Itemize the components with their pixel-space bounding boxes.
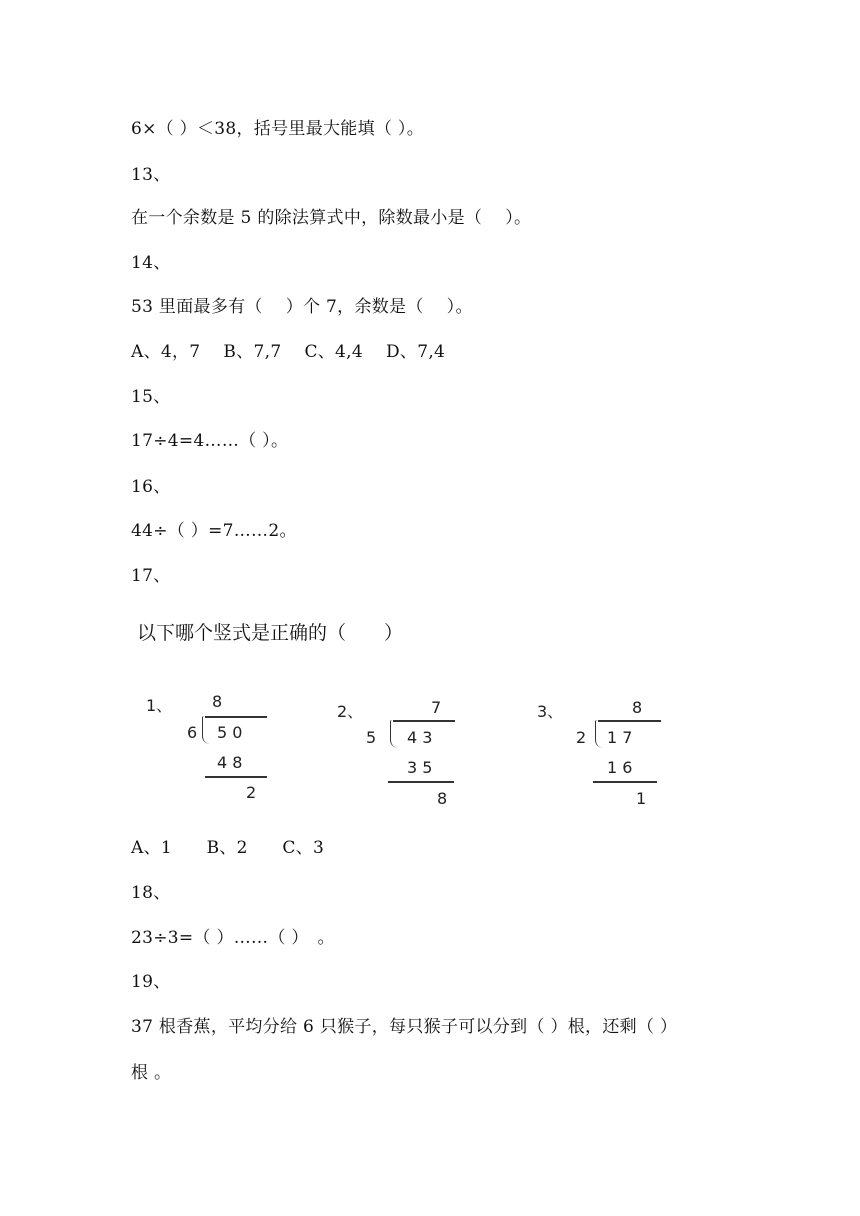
question-19-text: 37 根香蕉，平均分给 6 只猴子，每只猴子可以分到（ ）根，还剩（ ） bbox=[131, 1017, 678, 1037]
item-3-quotient: 8 bbox=[632, 698, 643, 717]
item-3-dividend: 1 7 bbox=[607, 728, 633, 747]
item-1-divisor: 6 bbox=[187, 723, 198, 742]
question-17-options: A、1 B、2 C、3 bbox=[131, 838, 325, 858]
question-14-options: A、4，7 B、7,7 C、4,4 D、7,4 bbox=[131, 342, 446, 362]
question-18-number: 18、 bbox=[131, 883, 171, 903]
item-1-remainder: 2 bbox=[246, 783, 257, 802]
question-13-number: 13、 bbox=[131, 165, 171, 185]
item-3-remainder: 1 bbox=[636, 789, 647, 808]
item-3-product: 1 6 bbox=[607, 758, 633, 777]
question-14-number: 14、 bbox=[131, 253, 171, 273]
item-3-subtraction-bar bbox=[593, 781, 657, 783]
item-3-division-bar bbox=[598, 720, 661, 722]
question-19-text-continued: 根 。 bbox=[131, 1063, 172, 1083]
item-1-dividend: 5 0 bbox=[217, 723, 243, 742]
item-1-quotient: 8 bbox=[212, 692, 223, 711]
item-2-quotient: 7 bbox=[431, 698, 442, 717]
item-1-subtraction-bar bbox=[205, 776, 267, 778]
item-3-bracket bbox=[595, 720, 604, 748]
item-2-divisor: 5 bbox=[366, 728, 377, 747]
item-1-division-bar bbox=[205, 716, 267, 718]
item-2-division-bar bbox=[393, 720, 455, 722]
item-2-dividend: 4 3 bbox=[407, 728, 433, 747]
item-3-divisor: 2 bbox=[576, 728, 587, 747]
question-15-text: 17÷4=4……（ ）。 bbox=[131, 431, 289, 451]
question-12-text: 6×（ ）＜38，括号里最大能填（ ）。 bbox=[131, 119, 424, 139]
item-2-remainder: 8 bbox=[437, 789, 448, 808]
question-17-number: 17、 bbox=[131, 566, 171, 586]
question-15-number: 15、 bbox=[131, 387, 171, 407]
item-1-label: 1、 bbox=[146, 696, 173, 715]
item-2-bracket bbox=[390, 720, 399, 748]
item-1-bracket bbox=[202, 716, 211, 744]
question-16-text: 44÷（ ）=7……2。 bbox=[131, 521, 297, 541]
item-2-product: 3 5 bbox=[407, 758, 433, 777]
item-3-label: 3、 bbox=[537, 702, 564, 721]
item-1-product: 4 8 bbox=[217, 753, 243, 772]
question-13-text: 在一个余数是 5 的除法算式中，除数最小是（ ）。 bbox=[131, 208, 532, 228]
item-2-label: 2、 bbox=[337, 702, 364, 721]
question-16-number: 16、 bbox=[131, 477, 171, 497]
question-19-number: 19、 bbox=[131, 972, 171, 992]
question-14-text: 53 里面最多有（ ）个 7，余数是（ ）。 bbox=[131, 297, 473, 317]
question-18-text: 23÷3=（ ）……（ ） 。 bbox=[131, 928, 335, 948]
figure-prompt: 以下哪个竖式是正确的（ ） bbox=[137, 622, 404, 644]
item-2-subtraction-bar bbox=[388, 781, 454, 783]
